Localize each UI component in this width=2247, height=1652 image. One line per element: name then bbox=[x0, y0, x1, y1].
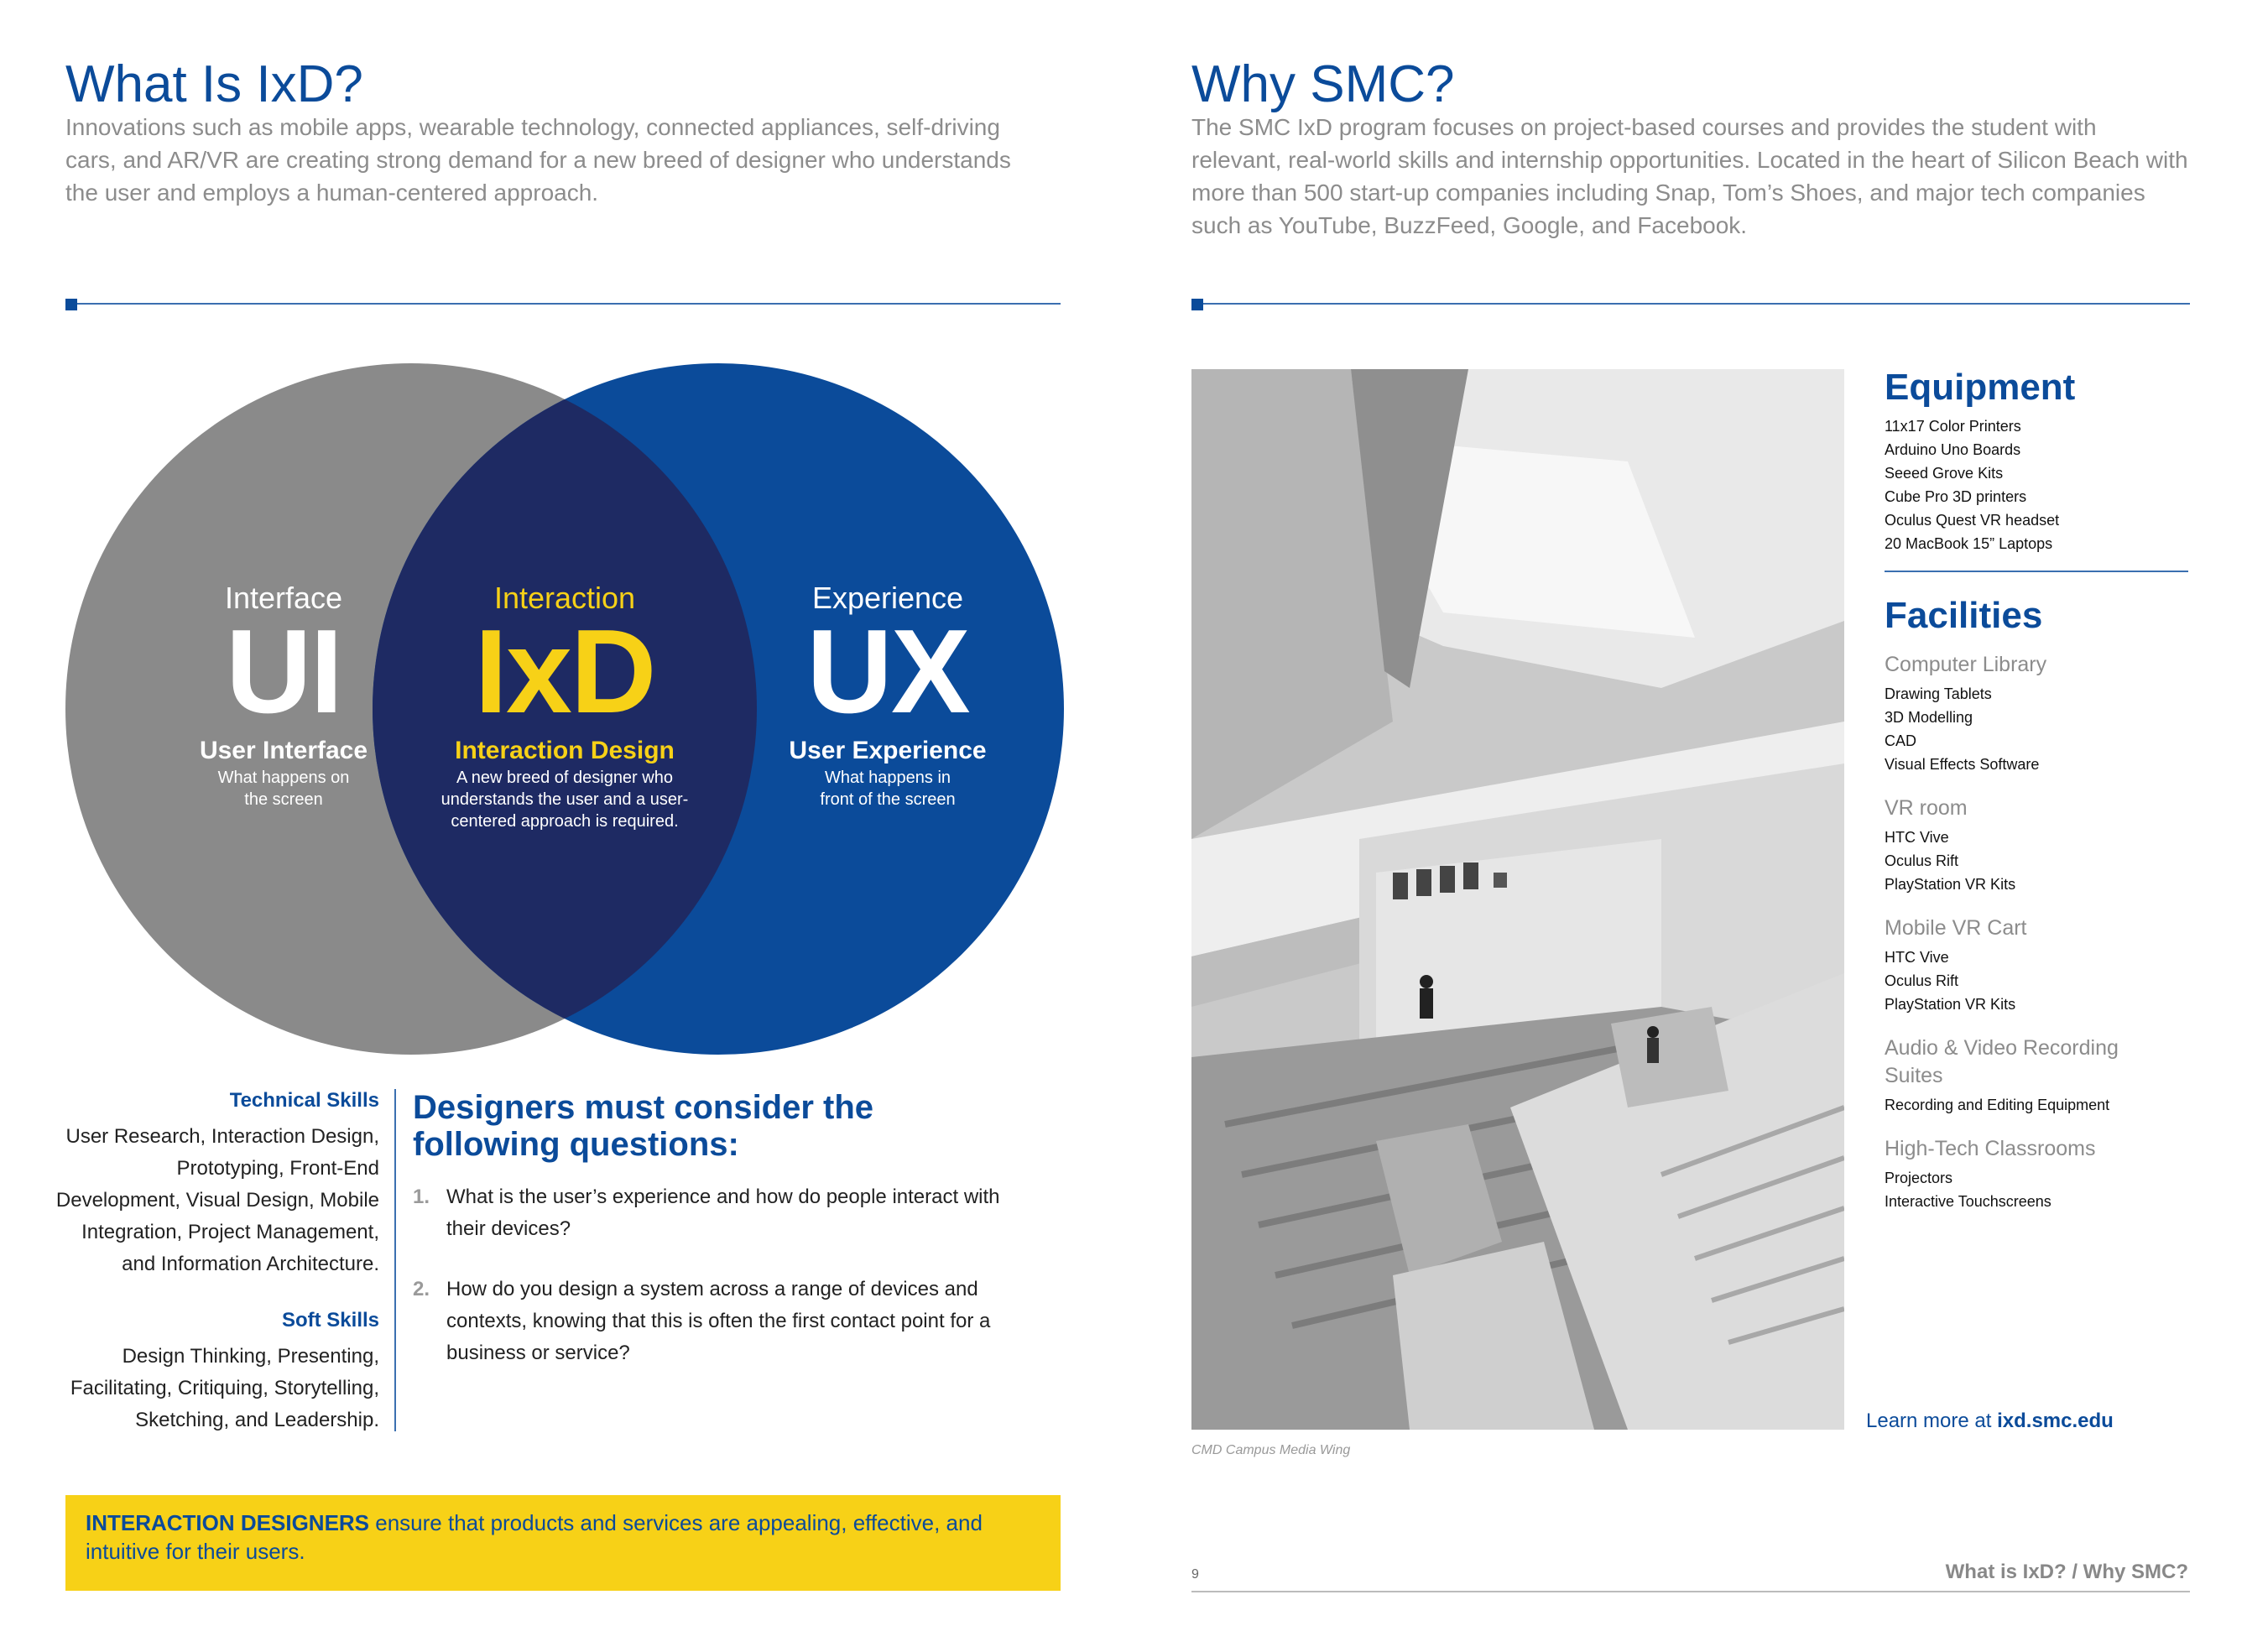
list-item: 11x17 Color Printers bbox=[1885, 418, 2021, 435]
ux-label-group bbox=[737, 581, 1039, 810]
ixd-description: A new breed of designer who understands the user and a user-centered approach is required. bbox=[441, 769, 689, 831]
facility-group-name: Mobile VR Cart bbox=[1885, 916, 2027, 940]
list-item: Recording and Editing Equipment bbox=[1885, 1097, 2110, 1113]
ux-big-label: UX bbox=[806, 605, 969, 738]
skills-column bbox=[50, 1089, 379, 1436]
list-item: Oculus Rift bbox=[1885, 852, 1959, 869]
equipment-heading: Equipment bbox=[1885, 367, 2076, 408]
facility-group bbox=[1885, 651, 2203, 776]
equipment-section bbox=[1885, 369, 2075, 555]
question-number: 2. bbox=[413, 1278, 430, 1300]
campus-media-wing-photo bbox=[1191, 369, 1844, 1430]
list-item: Oculus Rift bbox=[1885, 972, 1959, 989]
list-item: 3D Modelling bbox=[1885, 709, 1973, 726]
callout-box bbox=[65, 1495, 1061, 1591]
list-item: HTC Vive bbox=[1885, 829, 1949, 846]
questions-heading: Designers must consider the following questions: bbox=[413, 1089, 874, 1163]
ux-name: User Experience bbox=[789, 737, 987, 764]
callout-bold: INTERACTION DESIGNERS bbox=[86, 1510, 370, 1535]
list-item: Oculus Quest VR headset bbox=[1885, 512, 2060, 529]
atrium-illustration bbox=[1191, 369, 1844, 1430]
section-divider bbox=[77, 303, 1061, 305]
skills-divider bbox=[394, 1089, 396, 1431]
question-text: What is the user’s experience and how do people interact with their devices? bbox=[446, 1186, 1000, 1240]
page-number: 9 bbox=[1191, 1567, 1199, 1582]
facility-group-name: Audio & Video Recording Suites bbox=[1885, 1036, 2119, 1087]
page-title-why-smc: Why SMC? bbox=[1191, 55, 1455, 113]
ux-small-label: Experience bbox=[811, 581, 964, 615]
section-divider bbox=[1203, 303, 2190, 305]
ui-name: User Interface bbox=[199, 737, 368, 764]
list-item: Visual Effects Software bbox=[1885, 756, 2040, 773]
list-item: Arduino Uno Boards bbox=[1885, 441, 2021, 458]
facility-group bbox=[1885, 1034, 2136, 1117]
ux-description: What happens in front of the screen bbox=[820, 769, 956, 809]
facility-group-name: Computer Library bbox=[1885, 653, 2047, 676]
list-item: PlayStation VR Kits bbox=[1885, 876, 2016, 893]
section-marker bbox=[65, 299, 77, 310]
question-text: How do you design a system across a range of devices and contexts, knowing that this is often the first contact point for a business or service? bbox=[446, 1278, 991, 1364]
equipment-divider bbox=[1885, 571, 2188, 572]
learn-more bbox=[1866, 1410, 2114, 1433]
facilities-heading: Facilities bbox=[1885, 595, 2043, 636]
facility-group bbox=[1885, 795, 2203, 896]
ixd-big-label: IxD bbox=[474, 605, 655, 738]
technical-skills-text: User Research, Interaction Design, Prototyping, Front-End Development, Visual Design, Mobile Integration, Project Management, and Information Architecture. bbox=[55, 1125, 379, 1275]
venn-diagram bbox=[65, 361, 1064, 1057]
technical-skills-heading: Technical Skills bbox=[229, 1089, 379, 1112]
ixd-label-group bbox=[397, 581, 732, 832]
facility-group-name: High-Tech Classrooms bbox=[1885, 1137, 2096, 1160]
list-item: Projectors bbox=[1885, 1170, 1953, 1186]
callout-text bbox=[65, 1495, 1061, 1579]
list-item: CAD bbox=[1885, 732, 1917, 749]
page-title-what-is-ixd: What Is IxD? bbox=[65, 55, 363, 113]
learn-more-prefix: Learn more at bbox=[1866, 1410, 1998, 1432]
list-item: HTC Vive bbox=[1885, 949, 1949, 966]
list-item: Cube Pro 3D printers bbox=[1885, 488, 2027, 505]
list-item: Drawing Tablets bbox=[1885, 685, 1992, 702]
list-item: PlayStation VR Kits bbox=[1885, 996, 2016, 1013]
question-number: 1. bbox=[413, 1186, 430, 1208]
soft-skills-heading: Soft Skills bbox=[281, 1309, 379, 1332]
facilities-section bbox=[1885, 597, 2203, 1213]
photo-caption: CMD Campus Media Wing bbox=[1191, 1443, 1351, 1457]
list-item: Seeed Grove Kits bbox=[1885, 465, 2004, 482]
ixd-intro: Innovations such as mobile apps, wearable technology, connected appliances, self-driving cars, and AR/VR are creating strong demand for a new breed of designer who understands the user and employs a human-centered approach. bbox=[65, 114, 1011, 206]
list-item: Interactive Touchscreens bbox=[1885, 1193, 2051, 1210]
question-item bbox=[413, 1181, 1017, 1245]
callout-body: ensure that products and services are appealing, effective, and intuitive for their users. bbox=[86, 1510, 983, 1564]
equipment-list bbox=[1885, 414, 2075, 555]
facility-group-name: VR room bbox=[1885, 796, 1968, 820]
ui-small-label: Interface bbox=[224, 581, 343, 615]
ui-description: What happens on the screen bbox=[217, 769, 350, 809]
ixd-small-label: Interaction bbox=[493, 581, 636, 615]
section-marker bbox=[1191, 299, 1203, 310]
facility-group bbox=[1885, 915, 2203, 1016]
running-title: What is IxD? / Why SMC? bbox=[1945, 1561, 2188, 1583]
ixd-name: Interaction Design bbox=[455, 737, 675, 764]
question-item bbox=[413, 1274, 1017, 1369]
soft-skills-text: Design Thinking, Presenting, Facilitating, Critiquing, Storytelling, Sketching, and Leadership. bbox=[70, 1345, 379, 1431]
ui-big-label: UI bbox=[226, 605, 341, 738]
learn-more-link[interactable]: ixd.smc.edu bbox=[1997, 1410, 2114, 1432]
smc-intro: The SMC IxD program focuses on project-based courses and provides the student with relevant, real-world skills and internship opportunities. Located in the heart of Silicon Beach with more than 500 start-up companies including Snap, Tom’s Shoes, and major tech companies such as YouTube, BuzzFeed, Google, and Facebook. bbox=[1191, 114, 2188, 238]
facility-group bbox=[1885, 1135, 2203, 1213]
questions-block bbox=[413, 1089, 1017, 1398]
footer-divider bbox=[1191, 1591, 2190, 1592]
list-item: 20 MacBook 15” Laptops bbox=[1885, 535, 2053, 552]
